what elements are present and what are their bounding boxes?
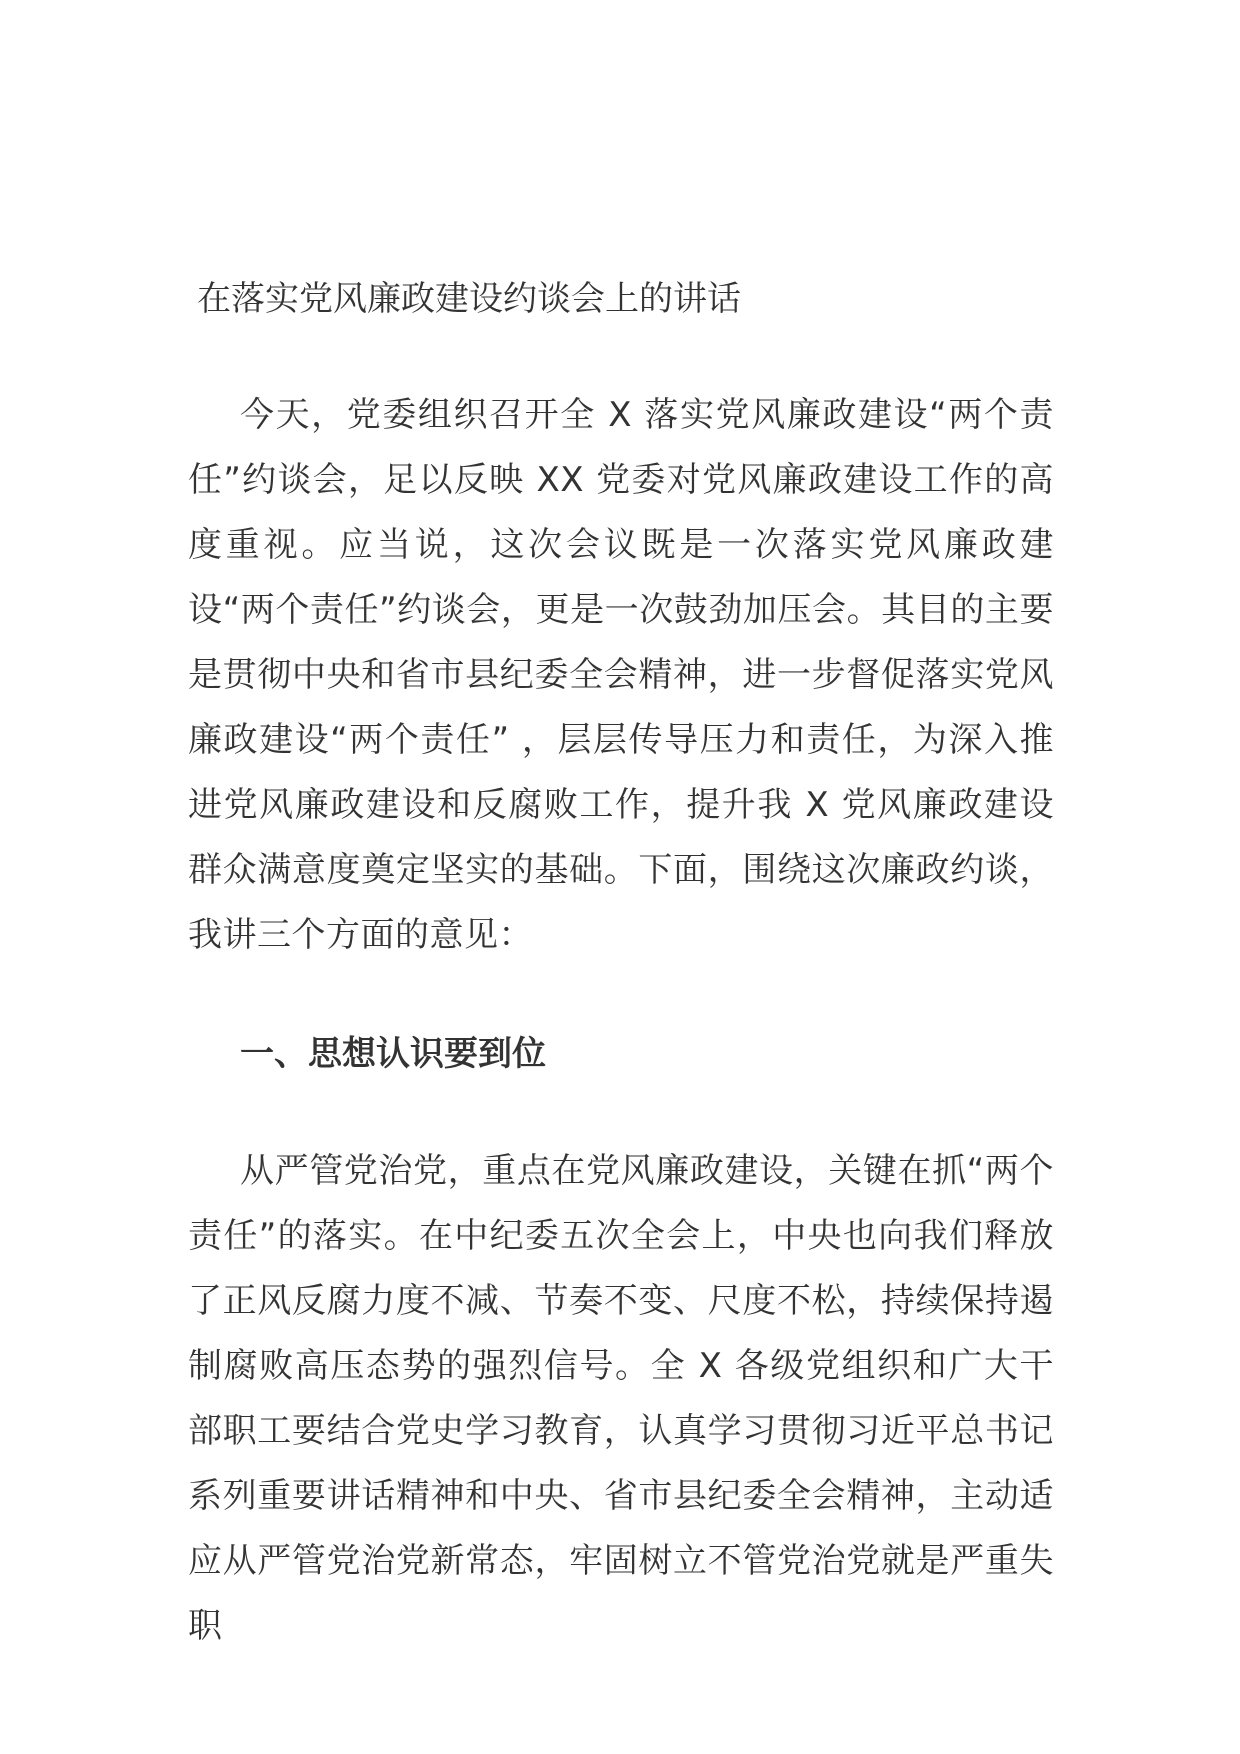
- document-title: 在落实党风廉政建设约谈会上的讲话: [197, 279, 741, 319]
- paragraph-section-one: 从严管党治党，重点在党风廉政建设，关键在抓“两个责任”的落实。在中纪委五次全会上，中央也向我们释放了正风反腐力度不减、节奏不变、尺度不松，持续保持遏制腐败高压态势的强烈信号。全 X 各级党组织和广大干部职工要结合党史学习教育，认真学习贯彻习近平总书记系列重要讲话精神和中央、省市县纪委全会精神，主动适应从严管党治党新常态，牢固树立不管党治党就是严重失职: [188, 1151, 1054, 1646]
- paragraph-intro: 今天，党委组织召开全 X 落实党风廉政建设“两个责任”约谈会，足以反映 XX 党委对党风廉政建设工作的高度重视。应当说，这次会议既是一次落实党风廉政建设“两个责任”约谈会，更是一次鼓劲加压会。其目的主要是贯彻中央和省市县纪委全会精神，进一步督促落实党风廉政建设“两个责任” ，层层传导压力和责任，为深入推进党风廉政建设和反腐败工作，提升我 X 党风廉政建设群众满意度奠定坚实的基础。下面，围绕这次廉政约谈，我讲三个方面的意见：: [188, 395, 1054, 955]
- section-heading: 一、思想认识要到位: [240, 1034, 546, 1074]
